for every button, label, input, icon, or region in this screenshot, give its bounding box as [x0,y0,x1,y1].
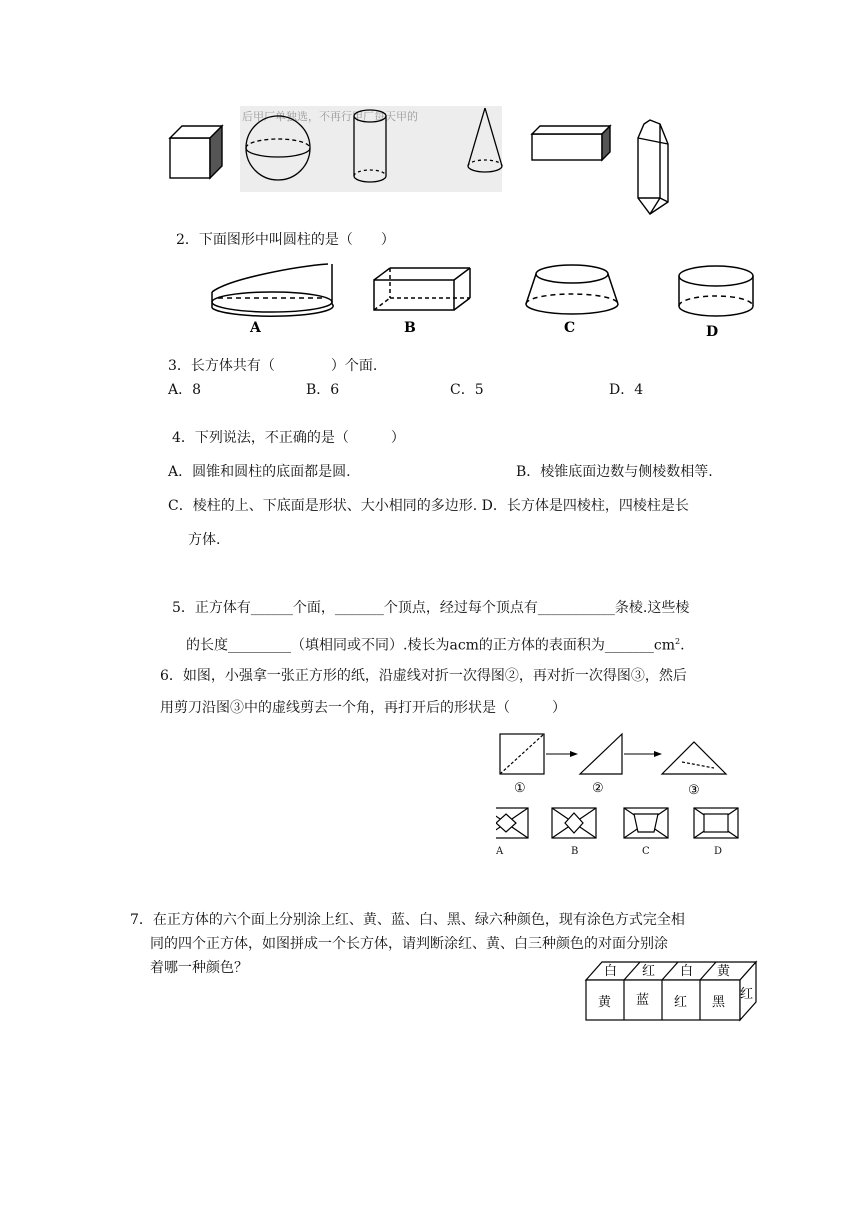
q6-option-d-shape [694,808,738,838]
q5-line-2-b: cm的正方体的表面积为_______cm [457,637,676,654]
q6-option-d-label: D [714,846,723,857]
q3-question: 3．长方体共有（ ）个面. [168,358,378,374]
q6-option-a-label: A [496,846,504,857]
q6-step-label-3: ③ [688,783,700,798]
q2-label-d: D [706,324,719,340]
q4-option-cd: C．棱柱的上、下底面是形状、大小相同的多边形. D．长方体是四棱柱，四棱柱是长 [168,498,689,514]
prism-icon [638,120,668,214]
q7-line-1: 7．在正方体的六个面上分别涂上红、黄、蓝、白、黑、绿六种颜色，现有涂色方式完全相 [130,912,685,928]
q6-option-a-shape [496,808,528,838]
scan-noise-text: 后甲厂单独选，不再行甲厂每天甲的 [242,110,418,123]
cuboid-icon [532,126,610,160]
q6-line-1: 6．如图，小强拿一张正方形的纸，沿虚线对折一次得图②，再对折一次得图③，然后 [160,668,687,684]
q5-line-2-a: 的长度_________（填相同或不同）.棱长为 [186,637,450,654]
q6-figure [496,730,756,864]
q2-option-c-shape [526,265,618,314]
q2-question: 2．下面图形中叫圆柱的是（ ） [176,232,395,248]
q7-top-face-2: 红 [642,964,656,979]
q2-label-a: A [250,320,261,336]
q2-label-b: B [404,320,416,336]
q6-line-2: 用剪刀沿图③中的虚线剪去一个角，再打开后的形状是（ ） [160,700,566,716]
q7-line-2: 同的四个正方体，如图拼成一个长方体，请判断涂红、黄、白三种颜色的对面分别涂 [150,936,668,952]
q5-line-1: 5．正方体有______个面，_______个顶点，经过每个顶点有___________条棱.这些棱 [172,600,690,616]
q3-option-c: C．5 [450,382,484,398]
q7-top-face-3: 白 [680,964,694,979]
q6-step-1-square [500,734,544,774]
q2-figure [200,260,760,340]
q5-variable-a: a [449,637,458,654]
q6-step-label-1: ① [514,781,526,796]
q6-step-label-2: ② [592,781,604,796]
q5-superscript: 2 [675,637,681,646]
q4-option-cd-cont: 方体. [188,532,221,548]
q7-top-face-1: 白 [604,964,618,979]
q6-option-b-shape [552,808,596,838]
q4-question: 4．下列说法，不正确的是（ ） [172,430,405,446]
q2-option-a-shape [212,264,333,316]
q3-option-d: D．4 [609,382,644,398]
q6-step-2-triangle [580,734,622,774]
q4-option-b: B．棱锥底面边数与侧棱数相等. [516,464,713,480]
q6-option-b-label: B [571,846,579,857]
q7-line-3: 着哪一种颜色？ [150,960,248,976]
q4-option-a: A．圆锥和圆柱的底面都是圆. [168,464,351,480]
q6-option-c-shape [624,808,668,838]
q7-front-face-3: 红 [674,995,688,1010]
q5-line-2-end: . [680,637,685,654]
q7-front-face-4: 黑 [712,995,726,1010]
q1-figure [160,98,680,218]
q3-option-a: A．8 [168,382,202,398]
q7-top-face-4: 黄 [717,964,731,979]
q7-side-face: 红 [740,987,754,1002]
q7-cuboid-figure [582,958,762,1024]
q5-line-2 [186,632,685,656]
q6-arrow-1-head [570,751,578,757]
q2-option-d-shape [679,266,753,316]
q6-arrow-2-head [654,751,662,757]
q7-front-face-2: 蓝 [636,993,650,1008]
q2-label-c: C [564,320,576,336]
q6-option-c-label: C [642,846,650,857]
q2-option-b-shape [374,268,470,310]
cube-icon [170,126,222,178]
q6-step-3-triangle [662,742,726,774]
q3-option-b: B．6 [306,382,340,398]
q7-front-face-1: 黄 [598,995,612,1010]
